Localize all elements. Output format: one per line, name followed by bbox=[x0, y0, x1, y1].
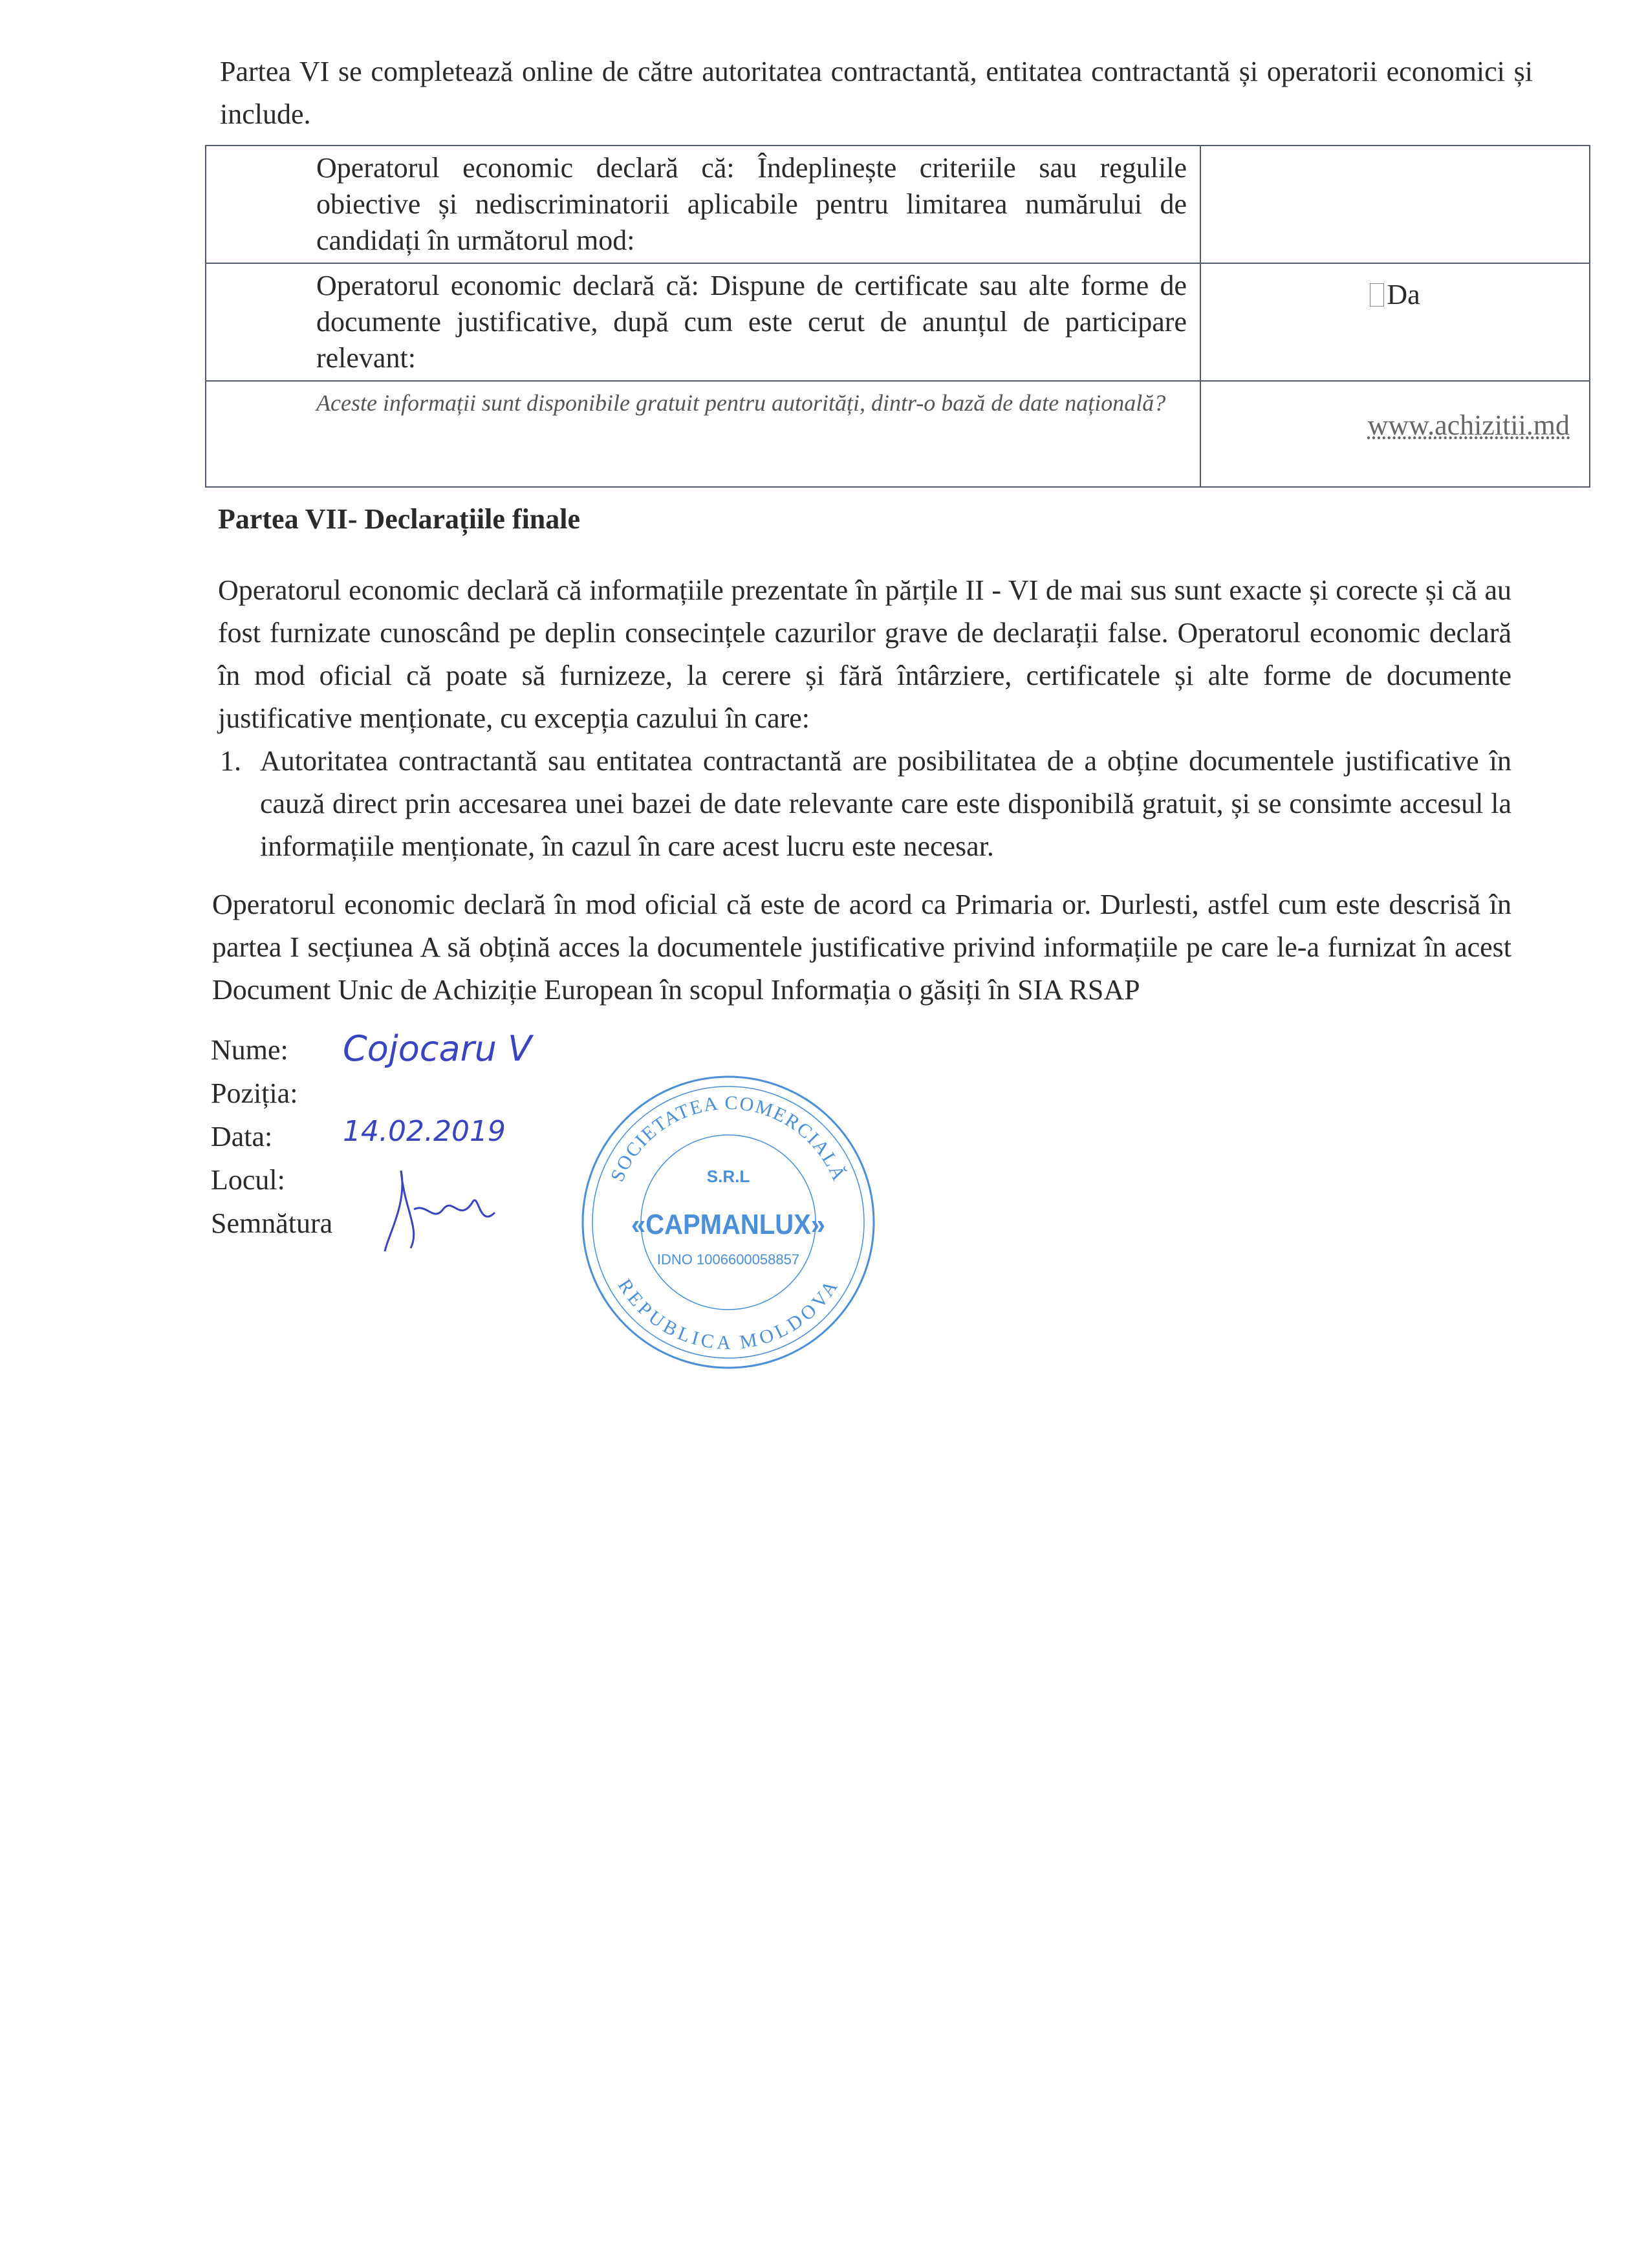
stamp-company: «CAPMANLUX» bbox=[631, 1209, 825, 1240]
table-row bbox=[206, 381, 1590, 487]
label-name: Nume: bbox=[211, 1034, 288, 1066]
handwritten-signature bbox=[382, 1164, 511, 1255]
label-place: Locul: bbox=[211, 1164, 285, 1196]
stamp-bottom-arc: REPUBLICA MOLDOVA bbox=[614, 1275, 843, 1354]
section-heading: Partea VII- Declarațiile finale bbox=[218, 503, 581, 535]
checkbox-icon[interactable] bbox=[1370, 283, 1384, 307]
list-number: 1. bbox=[220, 745, 241, 777]
label-signature: Semnătura bbox=[211, 1207, 333, 1239]
answer-cell bbox=[1200, 146, 1590, 263]
handwritten-name: Cojocaru V bbox=[343, 1028, 532, 1069]
answer-cell bbox=[1200, 263, 1590, 381]
stamp-type: S.R.L bbox=[706, 1167, 750, 1186]
stamp-idno: IDNO 1006600058857 bbox=[656, 1251, 800, 1268]
final-declarations bbox=[211, 498, 1511, 1390]
label-date: Data: bbox=[211, 1121, 273, 1152]
handwritten-date: 14.02.2019 bbox=[343, 1115, 506, 1148]
answer-da: Da bbox=[1387, 279, 1420, 310]
part6-table bbox=[205, 145, 1590, 488]
declaration-paragraph: Operatorul economic declară că informațiile prezentate în părțile II - VI de mai sus sunt exacte și corecte și că au fost furnizate cunoscând pe deplin consecințele cazurilor grave de declarații false. Operatorul economic declară în mod oficial că poate să furnizeze, la cerere și fără întârziere, certificatele și alte forme de documente justificative menționate, cu excepția cazului în care: bbox=[218, 574, 1511, 734]
list-text: Autoritatea contractantă sau entitatea contractantă are posibilitatea de a obține documentele justificative în cauză direct prin accesarea unei bazei de date relevante care este disponibilă gratuit, și se consimte accesul la informațiile menționate, în cazul în care acest lucru este necesar. bbox=[260, 745, 1511, 862]
intro-text: Partea VI se completează online de către autoritatea contractantă, entitatea contractantă și operatorii economici și include. bbox=[220, 56, 1533, 130]
table-row bbox=[206, 146, 1590, 263]
company-stamp bbox=[573, 1067, 883, 1377]
label-position: Poziția: bbox=[211, 1077, 298, 1109]
stamp-top-arc: SOCIETATEA COMERCIALĂ bbox=[606, 1092, 850, 1185]
list-item bbox=[218, 740, 1511, 868]
database-link[interactable]: www.achizitii.md bbox=[1367, 409, 1570, 441]
table-row bbox=[206, 263, 1590, 381]
signature-block bbox=[211, 1028, 1511, 1390]
question-cell: Aceste informații sunt disponibile gratuit pentru autorități, dintr-o bază de date națională? bbox=[206, 381, 1200, 487]
consent-paragraph: Operatorul economic declară în mod oficial că este de acord ca Primaria or. Durlesti, astfel cum este descrisă în partea I secțiunea A să obțină acces la documentele justificative privind informațiile pe care le-a furnizat în acest Document Unic de Achiziție European în scopul Informația o găsiți în SIA RSAP bbox=[212, 889, 1511, 1006]
question-cell: Operatorul economic declară că: Dispune de certificate sau alte forme de documente justificative, după cum este cerut de anunțul de participare relevant: bbox=[206, 263, 1200, 381]
question-cell: Operatorul economic declară că: Îndeplinește criteriile sau regulile obiective și nediscriminatorii aplicabile pentru limitarea numărului de candidați în următorul mod: bbox=[206, 146, 1200, 263]
answer-cell bbox=[1200, 381, 1590, 487]
